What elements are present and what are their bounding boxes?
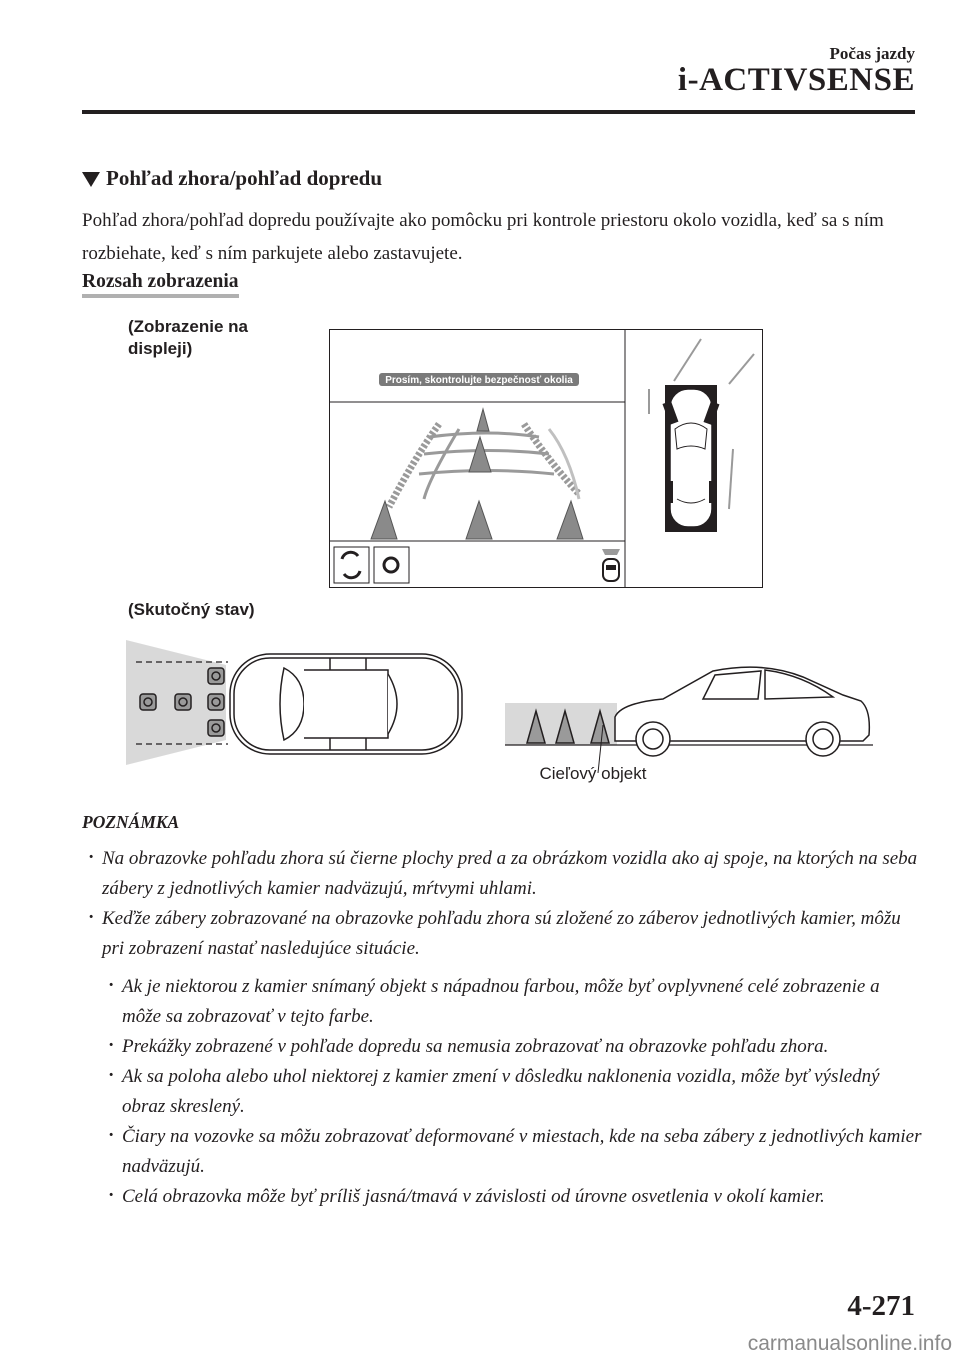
note-subitem: · Prekážky zobrazené v pohľade dopredu sa nemusia zobrazovať na obrazovke pohľadu zhora. [102,1032,922,1062]
note-subitem: · Ak je niektorou z kamier snímaný objekt s nápadnou farbou, môže byť ovplyvnené celé zobrazenie a môže sa zobrazovať v tejto farbe. [102,972,922,1032]
range-subheading: Rozsah zobrazenia [82,271,239,298]
header-section: Počas jazdy [829,44,915,63]
header-chapter: i-ACTIVSENSE [677,62,915,98]
car-sensor-icon [602,549,620,581]
page-number: 4-271 [847,1290,915,1322]
note-item: · Keďže zábery zobrazované na obrazovke pohľadu zhora sú zložené zo záberov jednotlivých kamier, môžu pri zobrazení nastať nasledujúce situácie. [82,904,922,964]
settings-button[interactable] [374,547,409,583]
side-car [615,667,869,756]
triangle-bullet-icon [82,172,100,187]
display-label: (Zobrazenie na displeji) [128,317,248,358]
display-screen-figure [329,329,763,588]
note-subitem: · Čiary na vozovke sa môžu zobrazovať deformované v miestach, kde na seba zábery z jednotlivých kamier nadväzujú. [102,1122,922,1182]
warning-banner-text: Prosím, skontrolujte bezpečnosť okolia [385,375,573,386]
note-title: POZNÁMKA [82,812,180,832]
note-item: · Na obrazovke pohľadu zhora sú čierne plochy pred a za obrázkom vozidla ako aj spoje, na ktorých na seba zábery z jednotlivých kamier nadväzujú, mŕtvymi uhlami. [82,844,922,904]
note-list [82,844,922,1212]
top-view-car [662,389,719,527]
intro-paragraph: Pohľad zhora/pohľad dopredu používajte ako pomôcku pri kontrole priestoru okolo vozidla, keď sa s ním rozbiehate, keď s ním parkujete alebo zastavujete. [82,210,884,264]
actual-state-label: (Skutočný stav) [128,600,255,619]
actual-top-view-figure [126,630,492,775]
actual-top-car [230,654,462,754]
target-object-label: Cieľový objekt [539,764,647,783]
note-subitem: · Ak sa poloha alebo uhol niektorej z kamier zmení v dôsledku naklonenia vozidla, môže byť výsledný obraz skreslený. [102,1062,922,1122]
watermark[interactable]: carmanualsonline.info [747,1332,952,1355]
header-rule [82,110,915,114]
section-heading [82,166,382,191]
actual-side-view-figure [503,655,875,795]
section-heading-text: Pohľad zhora/pohľad dopredu [106,166,383,190]
note-subitem: · Celá obrazovka môže byť príliš jasná/tmavá v závislosti od úrovne osvetlenia v okolí kamier. [102,1182,922,1212]
